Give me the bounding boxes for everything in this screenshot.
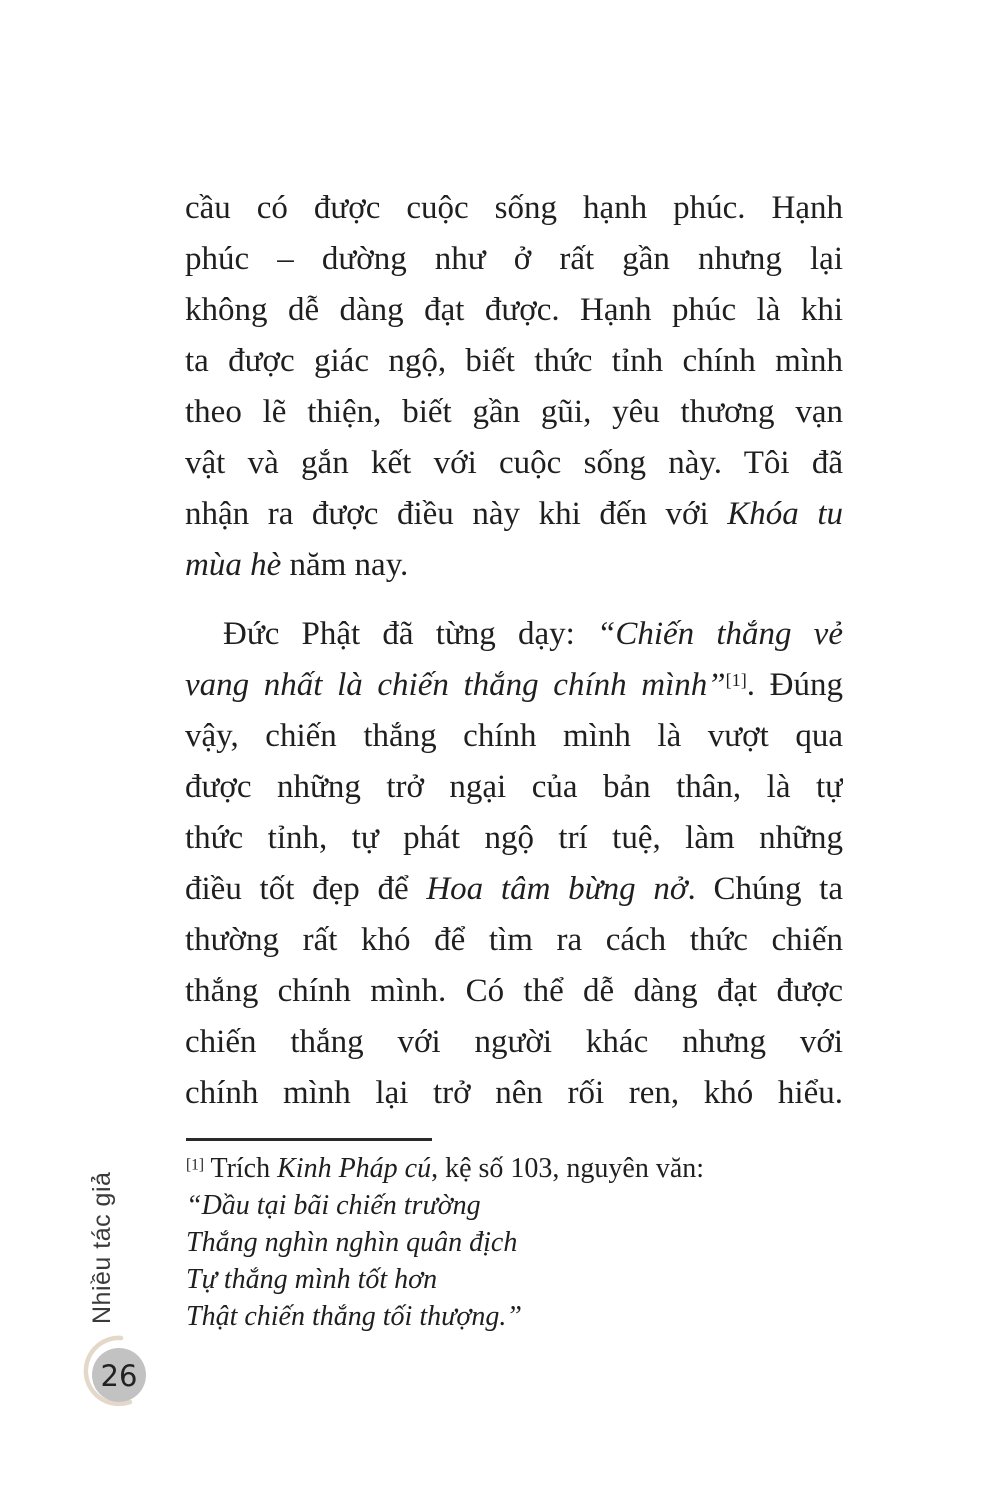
text-line bbox=[185, 387, 843, 438]
text-line bbox=[186, 1150, 846, 1187]
body-text bbox=[185, 183, 843, 1119]
text-line bbox=[185, 1068, 843, 1119]
text-segment: . Đúng bbox=[746, 667, 843, 703]
text-line bbox=[185, 438, 843, 489]
text-segment: cầu có được cuộc sống hạnh phúc. Hạnh bbox=[185, 190, 843, 226]
text-segment: Khóa tu bbox=[727, 496, 843, 532]
text-line bbox=[185, 336, 843, 387]
text-segment: Trích bbox=[203, 1153, 278, 1184]
text-segment: chiến thắng với người khác nhưng với bbox=[185, 1024, 843, 1060]
text-segment: mùa hè bbox=[185, 547, 282, 583]
page-number: 26 bbox=[100, 1359, 138, 1393]
text-segment: Đức Phật đã từng dạy: bbox=[223, 616, 597, 652]
text-segment: . Chúng ta bbox=[687, 871, 843, 907]
text-line bbox=[185, 813, 843, 864]
text-line bbox=[185, 540, 843, 591]
text-segment: điều tốt đẹp để bbox=[185, 871, 427, 907]
text-segment: vậy, chiến thắng chính mình là vượt qua bbox=[185, 718, 843, 754]
text-segment: thắng chính mình. Có thể dễ dàng đạt được bbox=[185, 973, 843, 1009]
text-segment: nhận ra được điều này khi đến với bbox=[185, 496, 728, 532]
text-line bbox=[186, 1224, 846, 1261]
text-line bbox=[186, 1298, 846, 1335]
text-segment: thường rất khó để tìm ra cách thức chiến bbox=[185, 922, 843, 958]
text-line bbox=[185, 660, 843, 711]
text-line bbox=[185, 234, 843, 285]
text-segment: Thắng nghìn nghìn quân địch bbox=[186, 1227, 518, 1258]
text-segment: “Chiến thắng vẻ bbox=[596, 616, 843, 652]
footnote-divider bbox=[186, 1138, 432, 1141]
footnote-text bbox=[186, 1150, 846, 1335]
text-segment: ta được giác ngộ, biết thức tỉnh chính mình bbox=[185, 343, 843, 379]
text-line bbox=[185, 1017, 843, 1068]
text-segment: thức tỉnh, tự phát ngộ trí tuệ, làm những bbox=[185, 820, 843, 856]
page-number-badge bbox=[82, 1330, 158, 1410]
text-segment: phúc – dường như ở rất gần nhưng lại bbox=[185, 241, 843, 277]
text-segment: Thật chiến thắng tối thượng.” bbox=[186, 1301, 522, 1332]
text-segment: chính mình lại trở nên rối ren, khó hiểu. bbox=[185, 1075, 843, 1111]
text-line bbox=[186, 1187, 846, 1224]
text-segment: vang nhất là chiến thắng chính mình” bbox=[185, 667, 726, 703]
text-segment: “Dầu tại bãi chiến trường bbox=[186, 1190, 481, 1221]
text-segment: Tự thắng mình tốt hơn bbox=[186, 1264, 438, 1295]
text-line bbox=[186, 1261, 846, 1298]
paragraph bbox=[185, 609, 843, 1119]
text-segment: được những trở ngại của bản thân, là tự bbox=[185, 769, 843, 805]
text-line bbox=[185, 609, 843, 660]
text-line bbox=[185, 183, 843, 234]
text-segment: Kinh Pháp cú bbox=[277, 1153, 432, 1184]
text-line bbox=[185, 864, 843, 915]
text-line bbox=[185, 711, 843, 762]
text-segment: Hoa tâm bừng nở bbox=[426, 871, 688, 907]
text-segment: không dễ dàng đạt được. Hạnh phúc là khi bbox=[185, 292, 843, 328]
text-line bbox=[185, 762, 843, 813]
text-line bbox=[185, 915, 843, 966]
text-line bbox=[185, 966, 843, 1017]
footnote-marker: [1] bbox=[186, 1156, 204, 1174]
text-segment: , kệ số 103, nguyên văn: bbox=[431, 1153, 705, 1184]
text-line bbox=[185, 489, 843, 540]
text-segment: theo lẽ thiện, biết gần gũi, yêu thương vạn bbox=[185, 394, 843, 430]
text-line bbox=[185, 285, 843, 336]
text-segment: năm nay. bbox=[281, 547, 409, 583]
paragraph bbox=[185, 183, 843, 591]
footnote-marker: [1] bbox=[725, 669, 747, 690]
text-segment: vật và gắn kết với cuộc sống này. Tôi đã bbox=[185, 445, 843, 481]
sidebar-authors-label: Nhiều tác giả bbox=[88, 1171, 116, 1324]
